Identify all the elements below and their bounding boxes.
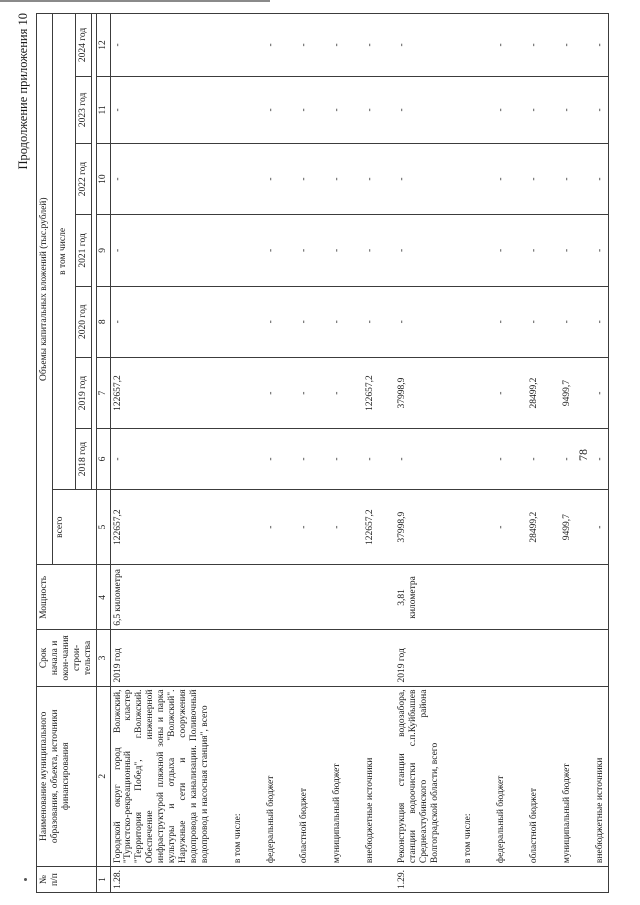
table-row-extrabudget <box>363 14 378 893</box>
source-name: муниципальный бюджет <box>330 686 345 867</box>
value-2024: - <box>395 14 443 77</box>
col-header-year: 2022 год <box>75 143 91 214</box>
source-name: муниципальный бюджет <box>560 686 575 867</box>
value-2021: - <box>363 215 378 286</box>
col-number: 9 <box>96 215 110 286</box>
value-2018: - <box>593 429 608 490</box>
value-2024: - <box>593 14 608 77</box>
value-2021: - <box>494 215 509 286</box>
table-row-including <box>461 14 476 893</box>
source-name: внебюджетные источники <box>593 686 608 867</box>
value-2023: - <box>395 76 443 143</box>
page-number: 78 <box>576 449 590 461</box>
value-2022: - <box>494 143 509 214</box>
value-2021: - <box>527 215 542 286</box>
col-number: 3 <box>96 630 110 686</box>
table-row-municipal <box>560 14 575 893</box>
value-2023: - <box>264 76 279 143</box>
object-name: Реконструкция станции водозабора, станции водоочистки с.п.Куйбышев Среднеахтубинского района Волгоградской области, всего <box>395 686 443 867</box>
value-2018: - <box>264 429 279 490</box>
table-row-municipal <box>330 14 345 893</box>
value-2021: - <box>593 215 608 286</box>
value-2024: - <box>560 14 575 77</box>
value-2020: - <box>494 286 509 357</box>
table-row-including <box>231 14 246 893</box>
value-2019: - <box>297 357 312 428</box>
value-total: - <box>264 489 279 565</box>
value-2019: 28499,2 <box>527 357 542 428</box>
rotated-content <box>10 13 630 893</box>
source-name: внебюджетные источники <box>363 686 378 867</box>
value-2020: - <box>363 286 378 357</box>
col-header-year: 2021 год <box>75 215 91 286</box>
row-number: 1.29. <box>395 867 443 893</box>
col-number: 7 <box>96 357 110 428</box>
value-2024: - <box>363 14 378 77</box>
value-2019: - <box>330 357 345 428</box>
value-2018: - <box>494 429 509 490</box>
col-number: 5 <box>96 489 110 565</box>
table-row-federal <box>264 14 279 893</box>
value-2023: - <box>527 76 542 143</box>
source-name: областной бюджет <box>297 686 312 867</box>
value-2018: - <box>395 429 443 490</box>
value-2023: - <box>110 76 213 143</box>
value-total: 37998,9 <box>395 489 443 565</box>
value-2020: - <box>560 286 575 357</box>
table-row-regional <box>297 14 312 893</box>
object-power: 3,81 километра <box>395 565 443 630</box>
value-2021: - <box>395 215 443 286</box>
value-2024: - <box>110 14 213 77</box>
value-2020: - <box>527 286 542 357</box>
col-number: 6 <box>96 429 110 490</box>
col-header-term: Срок начала и окон-чания строи-тельства <box>37 630 97 686</box>
capital-investment-table <box>36 13 609 893</box>
col-number: 4 <box>96 565 110 630</box>
value-2020: - <box>330 286 345 357</box>
appendix-caption: Продолжение приложения 10 <box>16 13 30 170</box>
value-2020: - <box>264 286 279 357</box>
table-row-federal <box>494 14 509 893</box>
col-header-year: 2018 год <box>75 429 91 490</box>
value-2022: - <box>363 143 378 214</box>
value-2019: - <box>494 357 509 428</box>
value-2018: - <box>297 429 312 490</box>
value-2022: - <box>264 143 279 214</box>
value-2023: - <box>330 76 345 143</box>
col-header-power: Мощность <box>37 565 97 630</box>
col-header-year: 2019 год <box>75 357 91 428</box>
value-2021: - <box>560 215 575 286</box>
value-2022: - <box>110 143 213 214</box>
value-2024: - <box>494 14 509 77</box>
value-2022: - <box>560 143 575 214</box>
row-number: 1.28. <box>110 867 213 893</box>
value-2022: - <box>297 143 312 214</box>
object-name: Городской округ город Волжский, "Туристско-рекреационный кластер "Территория Побед", г.Волжский. Обеспечение инженерной инфраструктурой пляжной зоны и парка культуры и отдыха "Волжский". Наружные сети и сооружения водопровода и канализации. Поливочный водопровод и насосная станция", всего <box>110 686 213 867</box>
source-name: федеральный бюджет <box>494 686 509 867</box>
col-header-year: 2020 год <box>75 286 91 357</box>
col-number: 11 <box>96 76 110 143</box>
value-2023: - <box>560 76 575 143</box>
object-power: 6,5 километра <box>110 565 213 630</box>
value-2024: - <box>527 14 542 77</box>
value-2019: - <box>593 357 608 428</box>
value-2022: - <box>527 143 542 214</box>
value-2019: 122657,2 <box>363 357 378 428</box>
col-number: 10 <box>96 143 110 214</box>
table-row-extrabudget <box>593 14 608 893</box>
value-2021: - <box>264 215 279 286</box>
value-2018: - <box>363 429 378 490</box>
including-label: в том числе: <box>461 686 476 867</box>
construction-term: 2019 год <box>395 630 443 686</box>
value-total: - <box>494 489 509 565</box>
table-row-1-29 <box>395 14 443 893</box>
value-2024: - <box>330 14 345 77</box>
value-2019: - <box>264 357 279 428</box>
col-number: 2 <box>96 686 110 867</box>
value-total: 9499,7 <box>560 489 575 565</box>
table-row-1-28 <box>110 14 213 893</box>
value-total: - <box>330 489 345 565</box>
col-header-volumes: Объемы капитальных вложений (тыс.рублей) <box>37 14 53 565</box>
value-2019: 37998,9 <box>395 357 443 428</box>
value-2018: - <box>560 429 575 490</box>
col-header-year: 2023 год <box>75 76 91 143</box>
col-header-including: в том числе <box>52 14 75 490</box>
col-header-no: № п/п <box>37 867 97 893</box>
col-header-name: Наименование муниципального образования, объекта, источники финансирования <box>37 686 97 867</box>
col-number: 8 <box>96 286 110 357</box>
value-2022: - <box>330 143 345 214</box>
value-2023: - <box>363 76 378 143</box>
value-2022: - <box>593 143 608 214</box>
source-name: федеральный бюджет <box>264 686 279 867</box>
scan-edge-line <box>0 0 270 2</box>
value-2023: - <box>593 76 608 143</box>
value-2022: - <box>395 143 443 214</box>
value-2021: - <box>297 215 312 286</box>
value-2020: - <box>593 286 608 357</box>
value-total: 28499,2 <box>527 489 542 565</box>
value-2024: - <box>297 14 312 77</box>
value-2023: - <box>494 76 509 143</box>
value-total: 122657,2 <box>363 489 378 565</box>
table-row-regional <box>527 14 542 893</box>
construction-term: 2019 год <box>110 630 213 686</box>
value-2018: - <box>527 429 542 490</box>
value-total: - <box>593 489 608 565</box>
col-number: 12 <box>96 14 110 77</box>
value-2024: - <box>264 14 279 77</box>
including-label: в том числе: <box>231 686 246 867</box>
value-2019: 122657,2 <box>110 357 213 428</box>
value-2020: - <box>395 286 443 357</box>
source-name: областной бюджет <box>527 686 542 867</box>
value-total: - <box>297 489 312 565</box>
col-header-total: всего <box>52 489 96 565</box>
value-2020: - <box>110 286 213 357</box>
value-2023: - <box>297 76 312 143</box>
col-header-year: 2024 год <box>75 14 91 77</box>
col-number: 1 <box>96 867 110 893</box>
table-body <box>110 14 608 893</box>
value-2018: - <box>330 429 345 490</box>
value-2021: - <box>110 215 213 286</box>
value-2019: 9499,7 <box>560 357 575 428</box>
value-2018: - <box>110 429 213 490</box>
value-2021: - <box>330 215 345 286</box>
value-2020: - <box>297 286 312 357</box>
value-total: 122657,2 <box>110 489 213 565</box>
